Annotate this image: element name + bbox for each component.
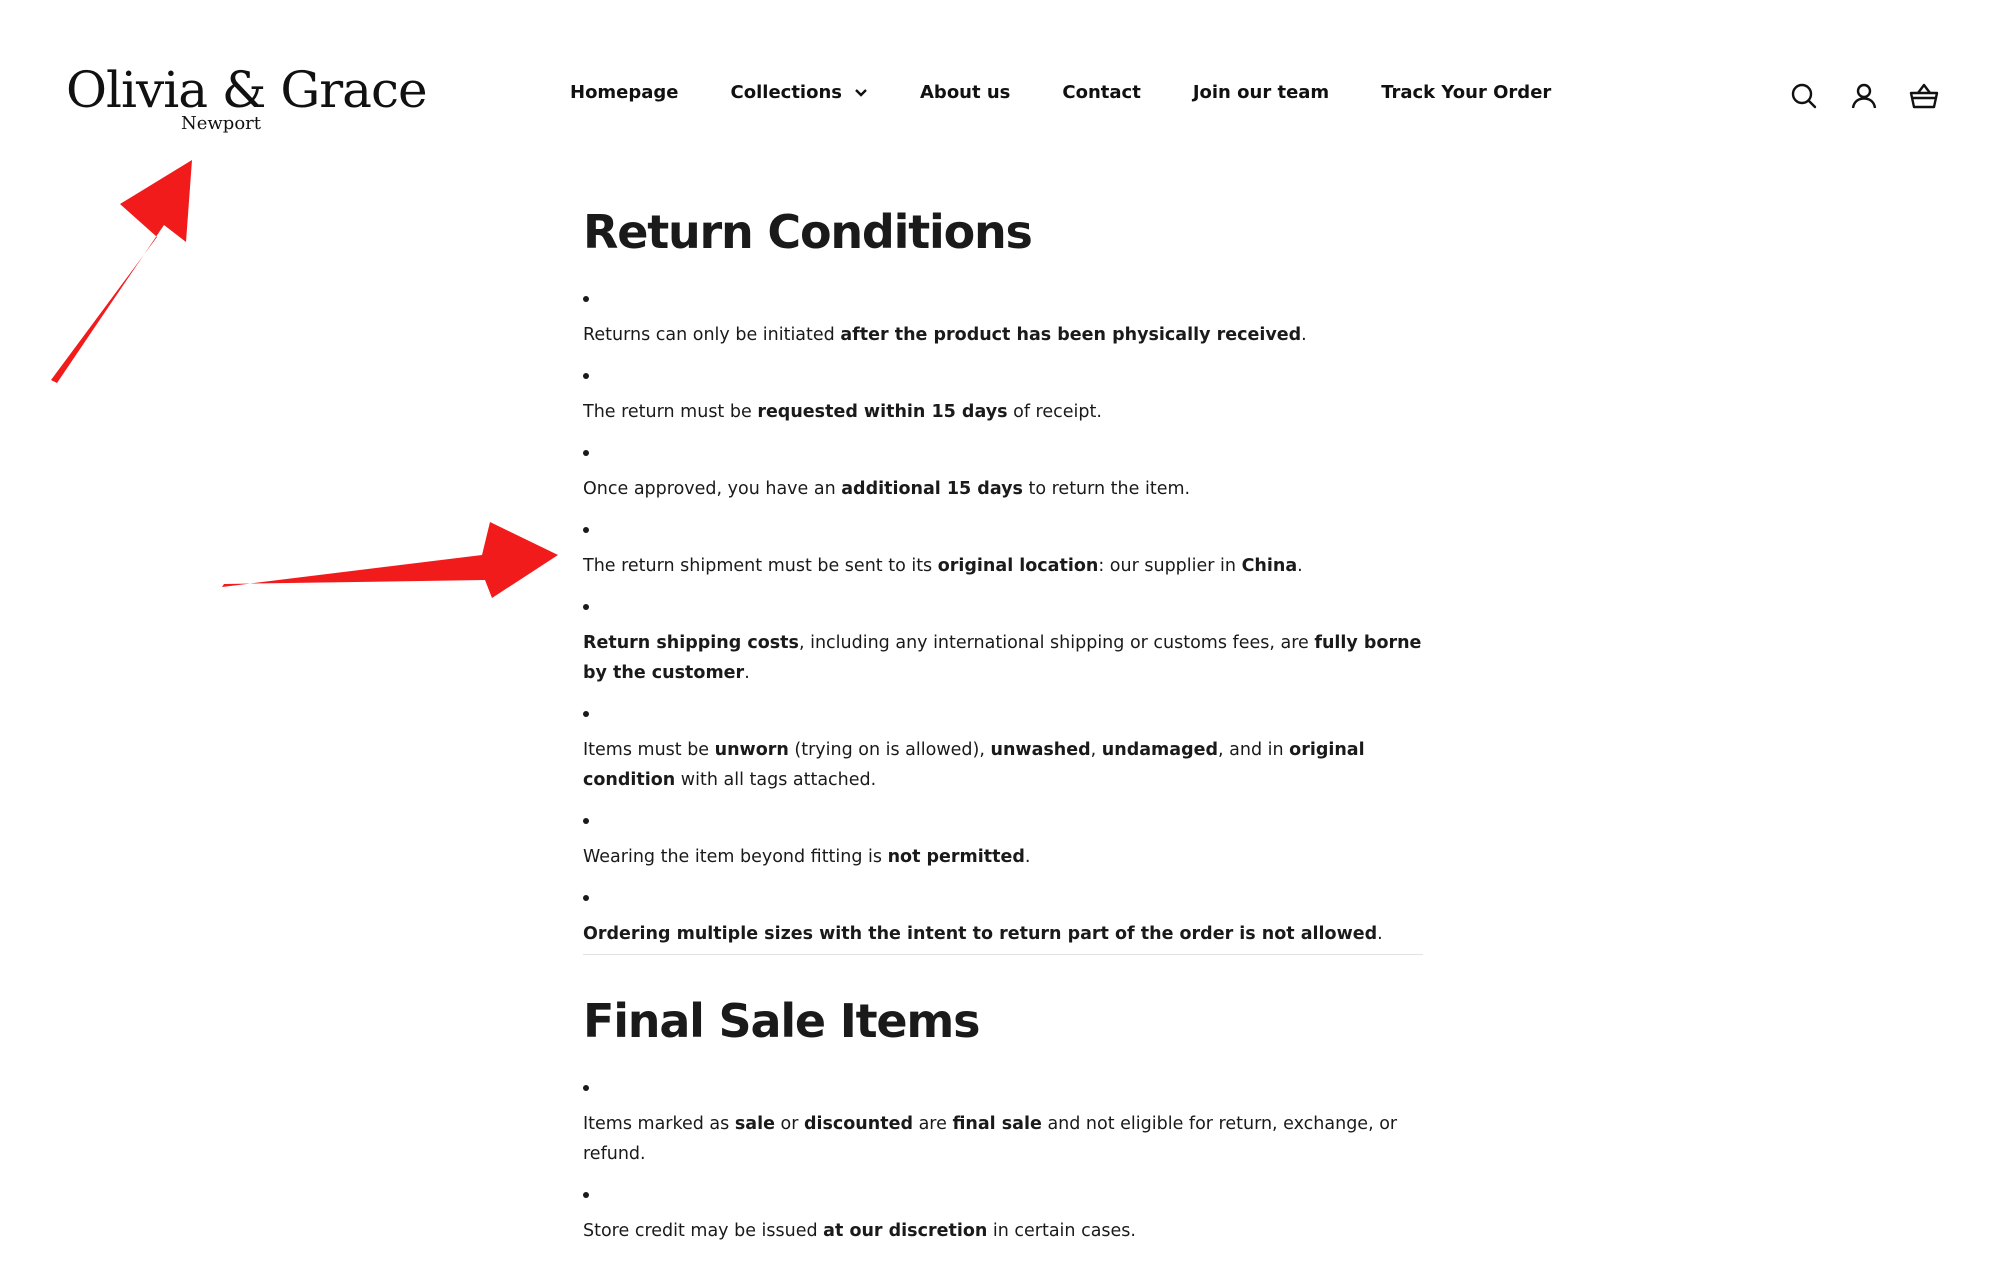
text: or (774, 1114, 804, 1134)
return-conditions-heading: Return Conditions (583, 205, 1032, 259)
list-item (583, 294, 1423, 350)
main-nav (570, 82, 1603, 103)
text: Items must be (583, 740, 715, 760)
text: Store credit may be issued (583, 1221, 824, 1241)
bold-text: not permitted (887, 847, 1025, 867)
text: . (1297, 556, 1303, 576)
text: and not eligible for return, exchange, or refund. (583, 1114, 1398, 1164)
cart-icon[interactable] (1908, 80, 1940, 112)
text: The return shipment must be sent to its (583, 556, 938, 576)
text: Wearing the item beyond fitting is (583, 847, 888, 867)
policy-content (583, 200, 1423, 1267)
list-item (583, 1083, 1423, 1169)
text: , including any international shipping or customs fees, are (798, 633, 1315, 653)
bold-text: original location (937, 556, 1099, 576)
text: to return the item. (1022, 479, 1191, 499)
nav-collections-label: Collections (730, 82, 842, 103)
bold-text: Ordering multiple sizes with the intent to return part of the order is not allowed (583, 924, 1378, 944)
text: with all tags attached. (675, 770, 877, 790)
list-item (583, 602, 1423, 688)
list-item (583, 448, 1423, 504)
header-icons (1788, 80, 1968, 112)
bold-text: fully borne by the customer (583, 633, 1422, 683)
nav-about-us[interactable]: About us (920, 82, 1011, 103)
logo-wordmark: Olivia & Grace (66, 61, 427, 119)
bold-text: requested within 15 days (757, 402, 1008, 422)
final-sale-heading: Final Sale Items (583, 994, 980, 1048)
final-sale-list (583, 1083, 1423, 1246)
annotation-arrow-logo (51, 160, 192, 383)
nav-contact[interactable]: Contact (1062, 82, 1141, 103)
bold-text: final sale (952, 1114, 1042, 1134)
search-icon[interactable] (1788, 80, 1820, 112)
nav-collections[interactable] (731, 82, 868, 103)
bold-text: undamaged (1101, 740, 1219, 760)
text: . (744, 663, 750, 683)
nav-track-your-order[interactable]: Track Your Order (1381, 82, 1552, 103)
bold-text: discounted (803, 1114, 913, 1134)
nav-homepage[interactable]: Homepage (570, 82, 679, 103)
text: (trying on is allowed), (788, 740, 991, 760)
text: are (913, 1114, 953, 1134)
text: in certain cases. (987, 1221, 1136, 1241)
list-item (583, 371, 1423, 427)
list-item (583, 1190, 1423, 1246)
text: , and in (1218, 740, 1290, 760)
list-item (583, 893, 1423, 949)
nav-join-our-team[interactable]: Join our team (1192, 82, 1330, 103)
bold-text: unworn (714, 740, 789, 760)
text: . (1377, 924, 1383, 944)
bold-text: Return shipping costs (583, 633, 799, 653)
list-item (583, 525, 1423, 581)
section-divider (583, 954, 1423, 955)
text: of receipt. (1007, 402, 1102, 422)
bold-text: unwashed (990, 740, 1091, 760)
text: Items marked as (583, 1114, 735, 1134)
text: : our supplier in (1098, 556, 1242, 576)
text: Once approved, you have an (583, 479, 842, 499)
list-item (583, 709, 1423, 795)
chevron-down-icon (854, 88, 868, 98)
bold-text: additional 15 days (841, 479, 1023, 499)
logo-subtitle: Newport (180, 113, 261, 134)
bold-text: at our discretion (823, 1221, 988, 1241)
bold-text: sale (734, 1114, 775, 1134)
return-conditions-list (583, 294, 1423, 949)
text: The return must be (583, 402, 758, 422)
bold-text: after the product has been physically received (840, 325, 1302, 345)
account-icon[interactable] (1848, 80, 1880, 112)
bold-text: China (1241, 556, 1298, 576)
bold-text: original condition (583, 740, 1365, 790)
text: Returns can only be initiated (583, 325, 841, 345)
store-logo[interactable] (66, 61, 427, 134)
text: . (1024, 847, 1031, 867)
list-item (583, 816, 1423, 872)
text: . (1301, 325, 1307, 345)
annotation-arrow-bullet (222, 522, 558, 598)
text: , (1090, 740, 1102, 760)
site-header (0, 0, 2000, 190)
